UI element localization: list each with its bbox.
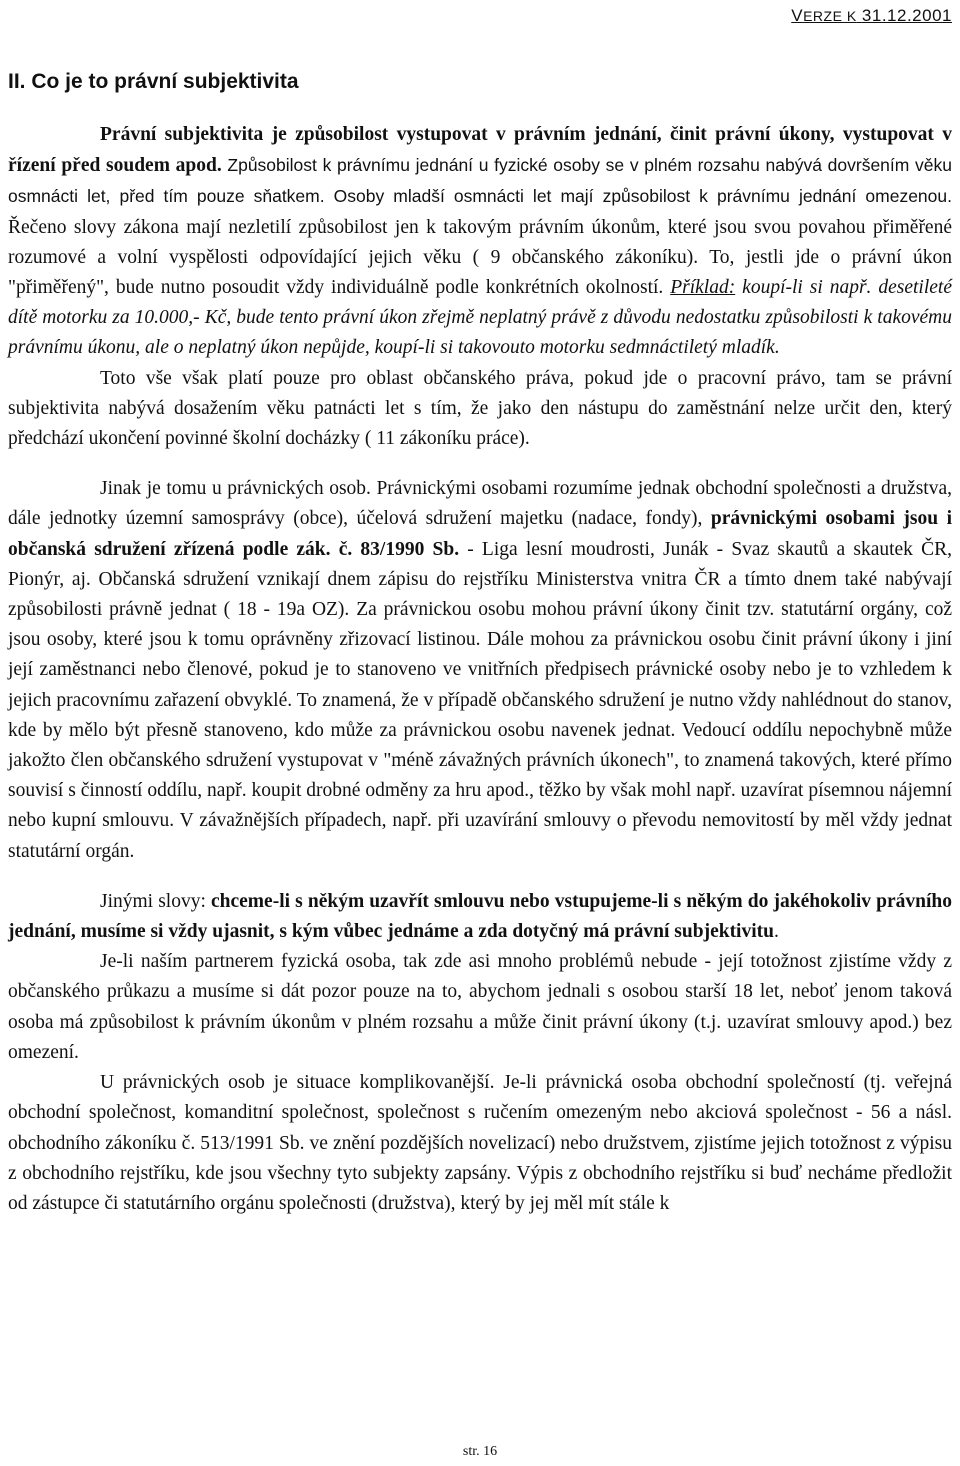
definition-bold: Právní subjektivita je způsobilost vystupovat v právním jednání, činit právní úkony, vystupovat v řízení před soudem apod. bbox=[8, 124, 952, 177]
paragraph-companies: U právnických osob je situace komplikovanější. Je-li právnická osoba obchodní společností (tj. veřejná obchodní společnost, komanditní společnost, společnost s ručením omezeným nebo akciová společnost - 56 a násl. obchodního zákoníku č. 513/1991 Sb. ve znění pozdějších novelizací) nebo družstvem, zjistíme jejich totožnost z výpisu z obchodního rejstříku, kde jsou všechny tyto subjekty zapsány. Výpis z obchodního rejstříku si buď necháme předložit od zástupce či statutárního orgánu společnosti (družstva), který by jej měl mít stále k bbox=[8, 1072, 952, 1214]
paragraph-in-other-words bbox=[8, 887, 952, 947]
page-number: str. 16 bbox=[462, 1444, 498, 1459]
definition-sans: Způsobilost k právnímu jednání u fyzické osoby se v plném rozsahu nabývá dovršením věku osmnácti let, před tím pouze sňatkem. Osoby mladší osmnácti let mají způsobilost k právnímu jednání omezenou. bbox=[8, 155, 952, 207]
document-body bbox=[8, 120, 952, 1219]
paragraph-definition bbox=[8, 120, 952, 364]
legal-entities-rest: - Liga lesní moudrosti, Junák - Svaz skautů a skautek ČR, Pionýr, aj. Občanská sdružení vznikají dnem zápisu do rejstříku Ministerstva vnitra ČR a tímto dnem také nabývají způsobilosti právně jednat ( 18 - 19a OZ). Za právnickou osobu mohou právní úkony činit tzv. statutární orgány, což jsou osoby, které jsou k tomu oprávněny zřizovací listinou. Dále mohou za právnickou osobu činit právní úkony i jiní její zaměstnanci nebo členové, pokud je to stanoveno ve vnitřních předpisech právnické osoby nebo je to vzhledem k jejich pracovnímu zařazení obvyklé. To znamená, že v případě občanského sdružení je nutno vždy nahlédnout do stanov, kde by mělo být přesně stanoveno, kdo může za právnickou osobu navenek jednat. Vedoucí oddílu nepochybně může jakožto člen občanského sdružení vystupovat v "méně závažných právních úkonech", to znamená takových, které přímo souvisí s činností oddílu, např. koupit drobné odměny za hru apod., těžko by však mohl např. uzavírat písemnou nájemní nebo kupní smlouvu. V závažnějších případech, např. při uzavírání smlouvy o převodu nemovitostí by měl vždy jednat statutární orgán. bbox=[8, 538, 952, 862]
version-header bbox=[791, 6, 952, 26]
paragraph-natural-person: Je-li naším partnerem fyzická osoba, tak zde asi mnoho problémů nebude - její totožnost zjistíme vždy z občanského průkazu a musíme si dát pozor pouze na to, abychom jednali s osobou starší 18 let, neboť jenom taková osoba má způsobilost k právním úkonům v plném rozsahu a může činit právní úkony (t.j. uzavírat smlouvy apod.) bez omezení. bbox=[8, 951, 952, 1063]
other-words-intro: Jinými slovy: bbox=[100, 890, 211, 912]
definition-serif: Řečeno slovy zákona mají nezletilí způsobilost jen k takovým právním úkonům, které jsou svou povahou přiměřené rozumové a volní vyspělosti odpovídající jejich věku ( 9 občanského zákoníku). To, jestli jde o právní úkon "přiměřený", bude nutno posoudit vždy individuálně podle konkrétních okolností. bbox=[8, 216, 952, 299]
other-words-bold: chceme-li s někým uzavřít smlouvu nebo vstupujeme-li s někým do jakéhokoliv právního jednání, musíme si vždy ujasnit, s kým vůbec jednáme a zda dotyčný má právní subjektivitu bbox=[8, 890, 952, 943]
version-prefix: V bbox=[791, 6, 804, 25]
example-text: koupí-li si např. desetileté dítě motorku za 10.000,- Kč, bude tento právní úkon zřejmě neplatný právě z důvodu nedostatku způsobilosti k takovému právnímu úkonu, ale o neplatný úkon nepůjde, koupí-li si takovouto motorku sedmnáctiletý mladík. bbox=[8, 277, 952, 359]
section-title: II. Co je to právní subjektivita bbox=[8, 70, 299, 93]
legal-entities-intro: Jinak je tomu u právnických osob. Právnickými osobami rozumíme jednak obchodní společnosti a družstva, dále jednotky územní samosprávy (obce), účelová sdružení majetku (nadace, fondy), bbox=[8, 478, 952, 530]
legal-entities-bold: právnickými osobami jsou i občanská sdružení zřízená podle zák. č. 83/1990 Sb. bbox=[8, 508, 952, 560]
example-label: Příklad: bbox=[670, 277, 736, 299]
other-words-end: . bbox=[773, 921, 779, 943]
version-label: ERZE K bbox=[803, 8, 857, 24]
paragraph-labor-law: Toto vše však platí pouze pro oblast občanského práva, pokud jde o pracovní právo, tam se právní subjektivita nabývá dosažením věku patnácti let s tím, že jako den nástupu do zaměstnání nelze určit den, který předchází ukončení povinné školní docházky ( 11 zákoníku práce). bbox=[8, 367, 952, 450]
version-date: 31.12.2001 bbox=[861, 6, 952, 25]
paragraph-legal-entities bbox=[8, 474, 952, 867]
